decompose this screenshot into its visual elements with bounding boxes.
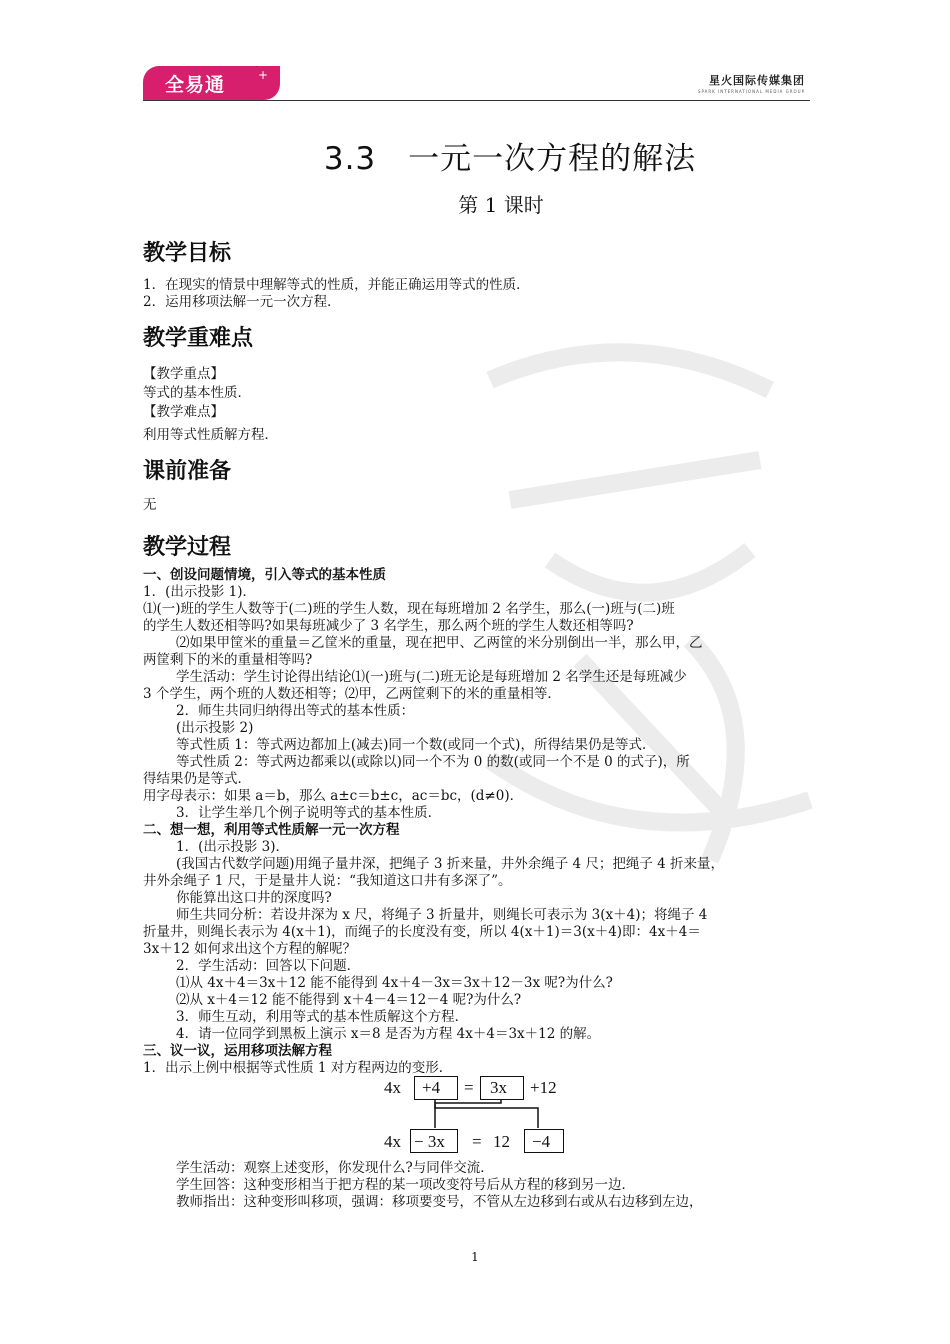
diagram-term: +4	[422, 1078, 441, 1097]
process-line: (我国古代数学问题)用绳子量井深，把绳子 3 折来量，井外余绳子 4 尺；把绳子 4 折来量，	[176, 856, 725, 872]
heading-preparation: 课前准备	[143, 459, 232, 484]
process-line: 学生回答：这种变形相当于把方程的某一项改变符号后从方程的移到另一边．	[176, 1177, 635, 1193]
section-heading: 一、创设问题情境，引入等式的基本性质	[143, 567, 386, 583]
goal-line: 2．运用移项法解一元一次方程．	[143, 294, 341, 310]
process-line: (出示投影 2)	[176, 720, 254, 736]
process-line: 等式性质 1：等式两边都加上(减去)同一个数(或同一个式)，所得结果仍是等式．	[176, 737, 656, 753]
process-line: 学生活动：学生讨论得出结论⑴(一)班与(二)班无论是每班增加 2 名学生还是每班减少	[176, 669, 687, 685]
process-line: 4．请一位同学到黑板上演示 x＝8 是否为方程 4x＋4＝3x＋12 的解。	[176, 1026, 601, 1042]
process-line: 你能算出这口井的深度吗?	[176, 890, 332, 906]
publisher-brand	[698, 72, 805, 94]
goal-line: 1．在现实的情景中理解等式的性质，并能正确运用等式的性质．	[143, 277, 530, 293]
process-line: 3 个学生，两个班的人数还相等；⑵甲，乙两筐剩下的米的重量相等．	[143, 686, 561, 702]
heading-process: 教学过程	[143, 535, 232, 560]
process-line: ⑵如果甲筐米的重量＝乙筐米的重量，现在把甲、乙两筐的米分别倒出一半，那么甲，乙	[176, 635, 703, 651]
key-line: 等式的基本性质．	[143, 385, 251, 401]
diagram-term: − 3x	[414, 1132, 445, 1151]
section-heading: 二、想一想，利用等式性质解一元一次方程	[143, 822, 400, 838]
diagram-term: 4x	[384, 1078, 401, 1097]
page-number: 1	[471, 1250, 479, 1264]
process-line: 用字母表示：如果 a＝b，那么 a±c＝b±c，ac＝bc，(d≠0)．	[143, 788, 524, 804]
header-divider	[143, 100, 810, 101]
lesson-subtitle: 第 1 课时	[458, 193, 544, 217]
watermark-logo-icon	[430, 300, 850, 900]
process-line: 1．(出示投影 1)．	[143, 584, 257, 600]
process-line: 3．让学生举几个例子说明等式的基本性质．	[176, 805, 442, 821]
process-line: ⑴(一)班的学生人数等于(二)班的学生人数，现在每班增加 2 名学生，那么(一)班与(二)班	[143, 601, 675, 617]
prep-line: 无	[143, 497, 157, 513]
process-line: 教师指出：这种变形叫移项，强调：移项要变号，不管从左边移到右或从右边移到左边，	[176, 1194, 703, 1210]
diagram-term: 12	[493, 1132, 510, 1151]
lesson-title: 3.3 一元一次方程的解法	[323, 141, 697, 177]
logo-star-icon: +	[257, 68, 268, 82]
process-line: 得结果仍是等式．	[143, 771, 251, 787]
process-line: ⑴从 4x＋4＝3x＋12 能不能得到 4x＋4－3x＝3x＋12－3x 呢?为什么?	[176, 975, 613, 991]
process-line: 学生活动：观察上述变形，你发现什么?与同伴交流．	[176, 1160, 494, 1176]
process-line: 2．学生活动：回答以下问题．	[176, 958, 361, 974]
brand-logo	[143, 66, 280, 100]
process-line: 折量井，则绳长表示为 4(x＋1)，而绳子的长度没有变，所以 4(x＋1)＝3(x＋4)即：4x＋4＝	[143, 924, 701, 940]
process-line: 两筐剩下的米的重量相等吗?	[143, 652, 313, 668]
key-line: 利用等式性质解方程．	[143, 427, 278, 443]
key-line: 【教学重点】	[143, 366, 224, 382]
heading-goals: 教学目标	[143, 241, 232, 266]
process-line: 2．师生共同归纳得出等式的基本性质：	[176, 703, 415, 719]
transposition-diagram	[380, 1072, 580, 1162]
diagram-term: −4	[532, 1132, 551, 1151]
diagram-term: =	[472, 1132, 482, 1151]
process-line: 1．(出示投影 3)．	[176, 839, 290, 855]
process-line: 的学生人数还相等吗?如果每班减少了 3 名学生，那么两个班的学生人数还相等吗?	[143, 618, 634, 634]
logo-text: 全易通	[165, 74, 226, 96]
key-line: 【教学难点】	[143, 404, 224, 420]
process-line: 3．师生互动，利用等式的基本性质解这个方程．	[176, 1009, 469, 1025]
diagram-term: +12	[530, 1078, 557, 1097]
diagram-term: 3x	[490, 1078, 507, 1097]
process-line: 师生共同分析：若设井深为 x 尺，将绳子 3 折量井，则绳长可表示为 3(x＋4)；将绳子 4	[176, 907, 708, 923]
publisher-name-en: SPARK INTERNATIONAL MEDIA GROUP	[697, 89, 805, 94]
process-line: 1．出示上例中根据等式性质 1 对方程两边的变形．	[143, 1060, 453, 1076]
heading-key-points: 教学重难点	[143, 326, 254, 351]
process-line: 等式性质 2：等式两边都乘以(或除以)同一个不为 0 的数(或同一个不是 0 的式子)，所	[176, 754, 690, 770]
process-line: 井外余绳子 1 尺，于是量井人说：“我知道这口井有多深了”。	[143, 873, 512, 889]
publisher-name: 星火国际传媒集团	[709, 74, 805, 87]
section-heading: 三、议一议，运用移项法解方程	[143, 1043, 332, 1059]
diagram-term: =	[464, 1078, 474, 1097]
diagram-term: 4x	[384, 1132, 401, 1151]
process-line: 3x＋12 如何求出这个方程的解呢？	[143, 941, 357, 957]
process-line: ⑵从 x＋4＝12 能不能得到 x＋4－4＝12－4 呢?为什么?	[176, 992, 522, 1008]
